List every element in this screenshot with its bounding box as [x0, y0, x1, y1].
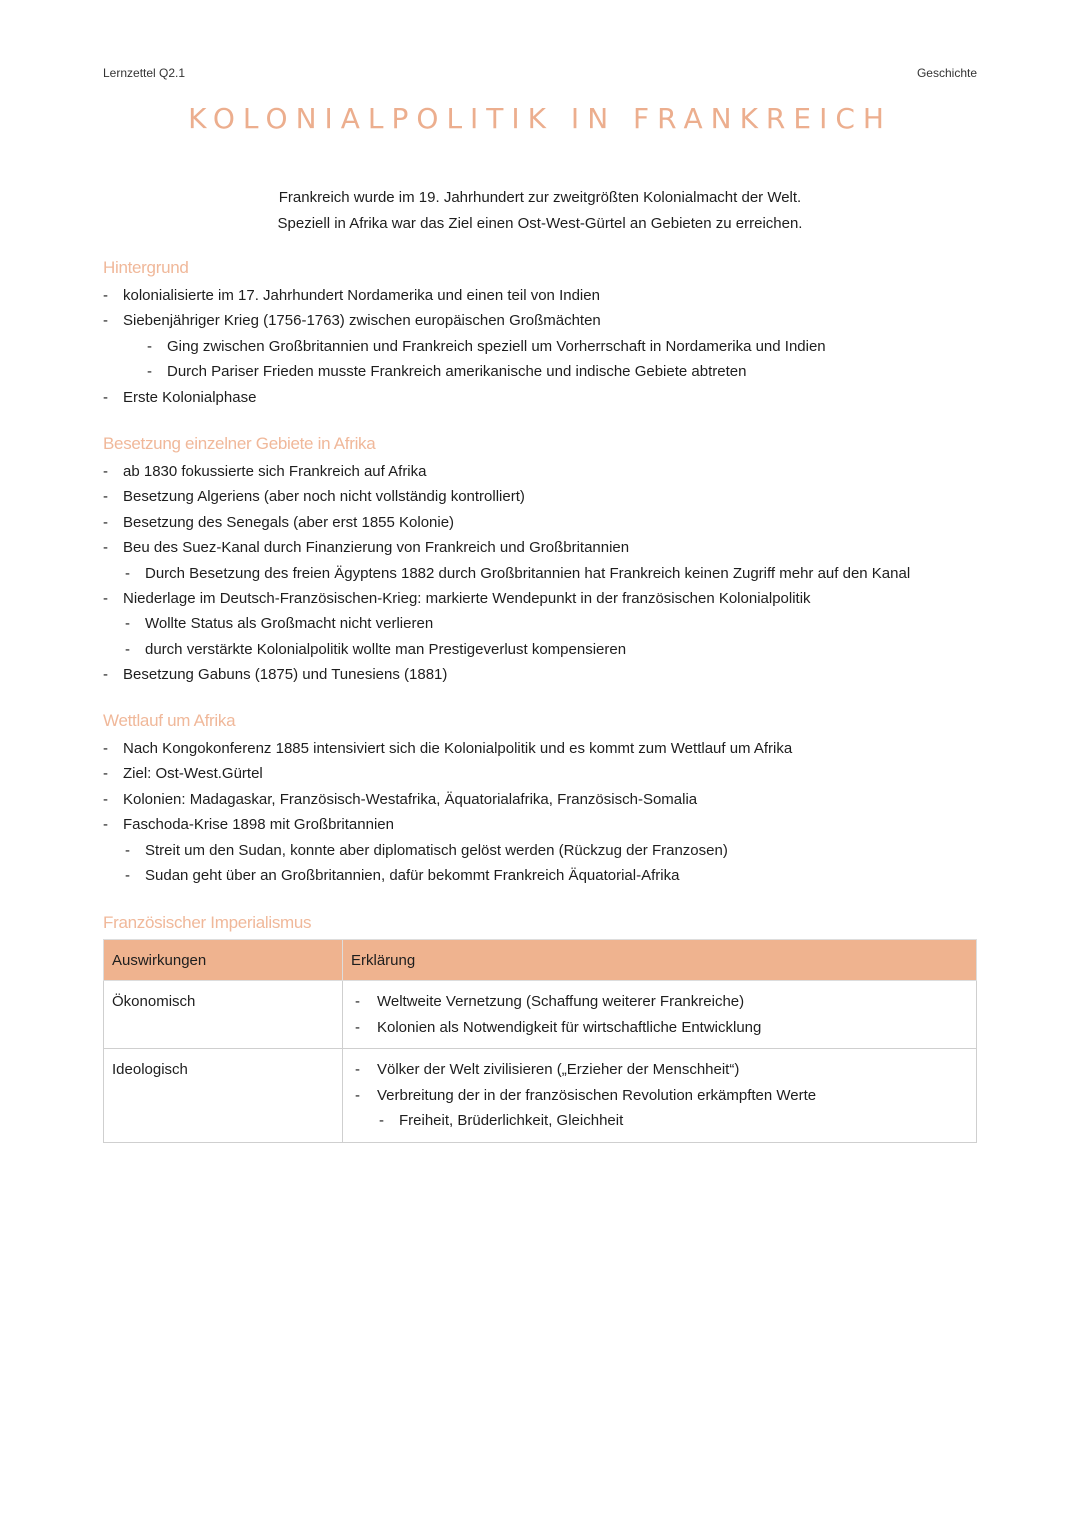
- table-header-auswirkungen: Auswirkungen: [104, 940, 343, 981]
- section-title-wettlauf: Wettlauf um Afrika: [103, 711, 236, 730]
- table-row: [104, 981, 977, 1049]
- table-cell-label: Ökonomisch: [104, 981, 343, 1049]
- intro-line: Frankreich wurde im 19. Jahrhundert zur zweitgrößten Kolonialmacht der Welt.: [278, 189, 802, 206]
- table-cell-explanation: [343, 1049, 977, 1143]
- imperialism-table: [103, 939, 977, 1143]
- table-cell-label: Ideologisch: [104, 1049, 343, 1143]
- section-title-besetzung: Besetzung einzelner Gebiete in Afrika: [103, 434, 376, 453]
- header-left: Lernzettel Q2.1: [103, 66, 186, 80]
- cell-line: - Verbreitung der in der französischen Revolution erkämpften Werte: [355, 1086, 817, 1104]
- section-title-hintergrund: Hintergrund: [103, 258, 189, 277]
- cell-line: - Kolonien als Notwendigkeit für wirtschaftliche Entwicklung: [355, 1018, 762, 1036]
- section-title-imperialismus: Französischer Imperialismus: [103, 913, 312, 932]
- page-title: KOLONIALPOLITIK IN FRANKREICH: [188, 102, 892, 135]
- intro: [0, 185, 1080, 237]
- cell-line: - Weltweite Vernetzung (Schaffung weiterer Frankreiche): [355, 993, 745, 1010]
- table-header-erklaerung: Erklärung: [343, 940, 977, 981]
- intro-line: Speziell in Afrika war das Ziel einen Ost-West-Gürtel an Gebieten zu erreichen.: [277, 215, 803, 232]
- table-cell-explanation: [343, 981, 977, 1049]
- header-right: Geschichte: [916, 66, 977, 80]
- table-row: [104, 1049, 977, 1143]
- cell-line: - Freiheit, Brüderlichkeit, Gleichheit: [379, 1112, 624, 1129]
- cell-line: - Völker der Welt zivilisieren („Erzieher der Menschheit“): [355, 1061, 740, 1078]
- table-header-row: [104, 940, 977, 981]
